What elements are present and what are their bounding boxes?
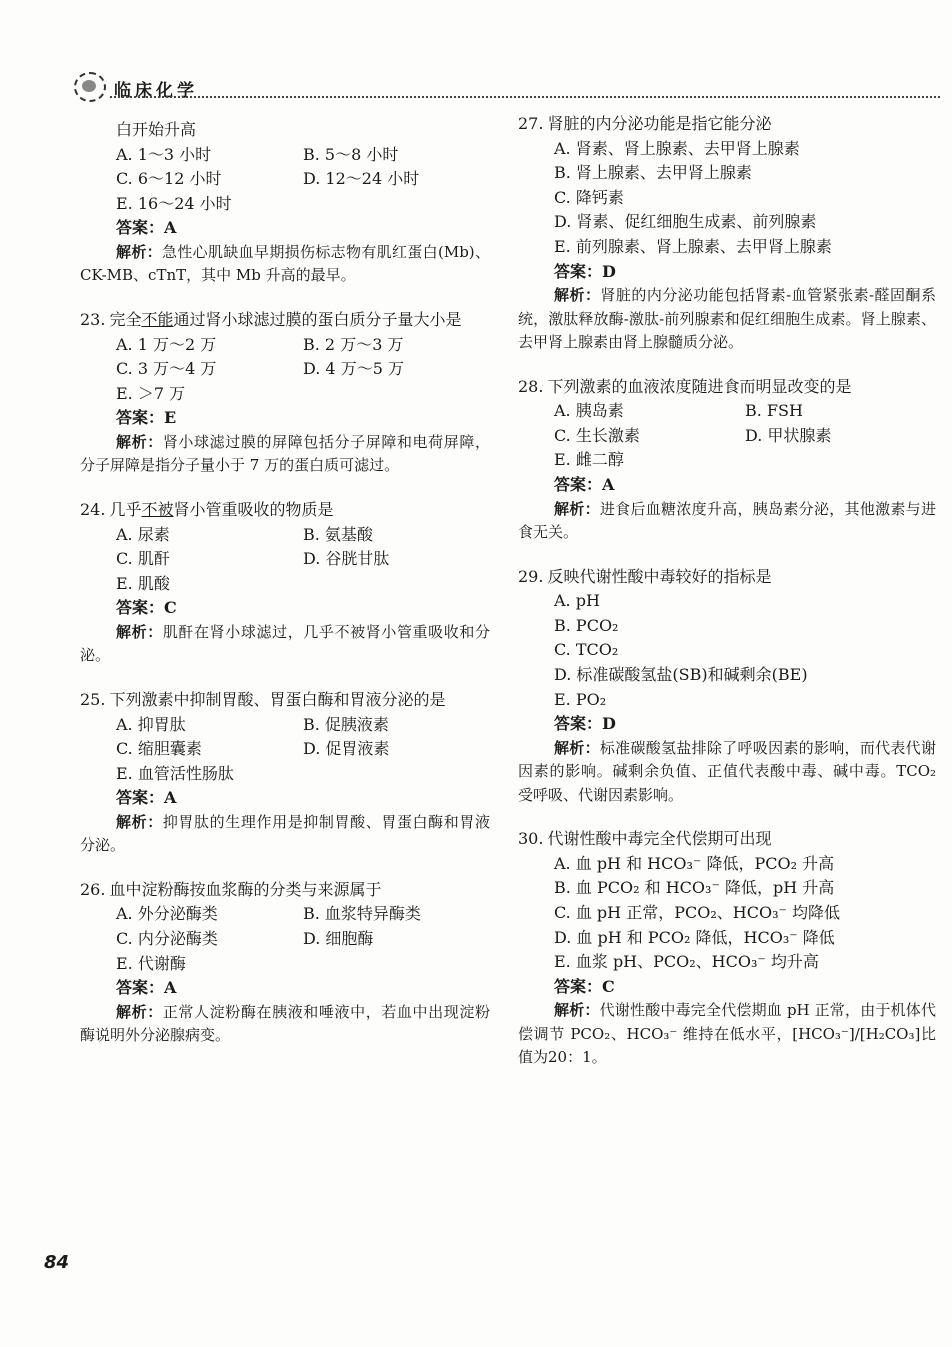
- q24-question: [80, 498, 490, 523]
- option: A. 胰岛素: [554, 401, 624, 421]
- q30-options: [518, 852, 936, 975]
- q23-answer: 答案：E: [116, 408, 177, 428]
- q24-number: 24.: [80, 499, 106, 519]
- option: C. 内分泌酶类: [116, 929, 218, 949]
- q22-explanation: 解析：急性心肌缺血早期损伤标志物有肌红蛋白(Mb)、CK-MB、cTnT，其中 Mb 升高的最早。: [80, 242, 490, 285]
- q29-number: 29.: [518, 566, 544, 586]
- q29-explanation: 解析：标准碳酸氢盐排除了呼吸因素的影响，而代表代谢因素的影响。碱剩余负值、正值代表酸中毒、碱中毒。TCO₂ 受呼吸、代谢因素影响。: [518, 738, 936, 804]
- q22-options: [80, 143, 490, 217]
- option: A. 血 pH 和 HCO₃⁻ 降低，PCO₂ 升高: [554, 853, 835, 873]
- header-divider: [110, 96, 940, 98]
- option: B. 肾上腺素、去甲肾上腺素: [554, 163, 752, 183]
- q25-options: [80, 713, 490, 787]
- option: B. 血 PCO₂ 和 HCO₃⁻ 降低，pH 升高: [554, 878, 835, 898]
- q22-answer: 答案：A: [116, 218, 177, 238]
- q24-options: [80, 523, 490, 597]
- book-logo-icon: [74, 72, 106, 102]
- option: A. 1～3 小时: [116, 144, 212, 164]
- option: C. 血 pH 正常，PCO₂、HCO₃⁻ 均降低: [554, 903, 841, 923]
- q27-options: [518, 137, 936, 260]
- q27-number: 27.: [518, 114, 544, 133]
- q27-text: 肾脏的内分泌功能是指它能分泌: [547, 114, 772, 133]
- q27-explanation: 解析：肾脏的内分泌功能包括肾素-血管紧张素-醛固酮系统，激肽释放酶-激肽-前列腺素和促红细胞生成素。肾上腺素、去甲肾上腺素由肾上腺髓质分泌。: [518, 286, 936, 352]
- q27-answer: 答案：D: [554, 261, 616, 281]
- option: B. 5～8 小时: [303, 144, 399, 164]
- q26-number: 26.: [80, 879, 106, 899]
- q28-text: 下列激素的血液浓度随进食而明显改变的是: [547, 376, 852, 396]
- option: D. 肾素、促红细胞生成素、前列腺素: [554, 212, 817, 232]
- q30-explanation: 解析：代谢性酸中毒完全代偿期血 pH 正常，由于机体代偿调节 PCO₂、HCO₃⁻ 维持在低水平，[HCO₃⁻]/[H₂CO₃]比值为20：1。: [518, 1001, 936, 1067]
- q23-options: [80, 333, 490, 407]
- q29-options: [518, 589, 936, 712]
- option: C. 肌酐: [116, 549, 170, 569]
- option: C. 3 万～4 万: [116, 359, 217, 379]
- q29-question: [518, 565, 936, 590]
- q24-text: 几乎不被肾小管重吸收的物质是: [109, 499, 334, 519]
- option: D. 血 pH 和 PCO₂ 降低，HCO₃⁻ 降低: [554, 927, 835, 947]
- page-number: 84: [44, 1252, 70, 1273]
- option: E. 血管活性肠肽: [116, 763, 234, 783]
- q27-question: [518, 112, 936, 137]
- option: C. TCO₂: [554, 640, 619, 660]
- q26-options: [80, 902, 490, 976]
- q30-answer: 答案：C: [554, 976, 615, 996]
- option: B. 促胰液素: [303, 714, 389, 734]
- q22-tail: 白开始升高: [116, 120, 197, 139]
- q25-explanation: 解析：抑胃肽的生理作用是抑制胃酸、胃蛋白酶和胃液分泌。: [80, 812, 490, 855]
- option: D. 4 万～5 万: [303, 359, 404, 379]
- option: D. 12～24 小时: [303, 169, 420, 189]
- q29-answer: 答案：D: [554, 714, 616, 734]
- option: E. 16～24 小时: [116, 193, 232, 213]
- option: E. 前列腺素、肾上腺素、去甲肾上腺素: [554, 236, 832, 256]
- option: A. 外分泌酶类: [116, 904, 218, 924]
- q24-answer: 答案：C: [116, 598, 177, 618]
- q26-question: [80, 878, 490, 903]
- option: E. ＞7 万: [116, 383, 186, 403]
- q28-question: [518, 375, 936, 400]
- option: B. FSH: [745, 401, 803, 421]
- q23-text: 完全不能通过肾小球滤过膜的蛋白质分子量大小是: [109, 309, 462, 329]
- option: B. 氨基酸: [303, 524, 373, 544]
- option: B. 血浆特异酶类: [303, 904, 421, 924]
- q28-options: [518, 399, 936, 473]
- q30-question: [518, 827, 936, 852]
- option: D. 促胃液素: [303, 739, 390, 759]
- option: A. 尿素: [116, 524, 170, 544]
- q26-explanation: 解析：正常人淀粉酶在胰液和唾液中，若血中出现淀粉酶说明外分泌腺病变。: [80, 1002, 490, 1045]
- q28-answer: 答案：A: [554, 475, 615, 495]
- option: A. 1 万～2 万: [116, 334, 217, 354]
- q26-text: 血中淀粉酶按血浆酶的分类与来源属于: [109, 879, 382, 899]
- option: B. PCO₂: [554, 615, 619, 635]
- option: E. 雌二醇: [554, 450, 624, 470]
- q25-question: [80, 688, 490, 713]
- q26-answer: 答案：A: [116, 978, 177, 998]
- left-column: [80, 118, 490, 1048]
- q23-number: 23.: [80, 309, 106, 329]
- option: E. PO₂: [554, 689, 607, 709]
- q30-number: 30.: [518, 829, 544, 849]
- option: D. 标准碳酸氢盐(SB)和碱剩余(BE): [554, 665, 808, 684]
- q30-text: 代谢性酸中毒完全代偿期可出现: [547, 829, 772, 849]
- header-title: 临床化学: [114, 81, 198, 101]
- option: C. 生长激素: [554, 425, 640, 445]
- q24-explanation: 解析：肌酐在肾小球滤过，几乎不被肾小管重吸收和分泌。: [80, 622, 490, 665]
- q28-explanation: 解析：进食后血糖浓度升高，胰岛素分泌，其他激素与进食无关。: [518, 499, 936, 542]
- option: E. 血浆 pH、PCO₂、HCO₃⁻ 均升高: [554, 952, 819, 972]
- q25-answer: 答案：A: [116, 788, 177, 808]
- option: D. 甲状腺素: [745, 425, 832, 445]
- option: C. 缩胆囊素: [116, 739, 202, 759]
- option: B. 2 万～3 万: [303, 334, 404, 354]
- option: D. 谷胱甘肽: [303, 549, 390, 569]
- q28-number: 28.: [518, 376, 544, 396]
- option: C. 降钙素: [554, 187, 624, 207]
- q29-text: 反映代谢性酸中毒较好的指标是: [547, 566, 772, 586]
- q25-text: 下列激素中抑制胃酸、胃蛋白酶和胃液分泌的是: [109, 689, 446, 709]
- option: A. pH: [554, 591, 600, 611]
- right-column: [518, 112, 936, 1070]
- option: E. 代谢酶: [116, 953, 186, 973]
- q23-question: [80, 308, 490, 333]
- option: E. 肌酸: [116, 573, 170, 593]
- option: A. 抑胃肽: [116, 714, 186, 734]
- q25-number: 25.: [80, 689, 106, 709]
- q23-explanation: 解析：肾小球滤过膜的屏障包括分子屏障和电荷屏障，分子屏障是指分子量小于 7 万的蛋白质可滤过。: [80, 432, 490, 475]
- option: A. 肾素、肾上腺素、去甲肾上腺素: [554, 138, 800, 158]
- option: D. 细胞酶: [303, 929, 374, 949]
- option: C. 6～12 小时: [116, 169, 222, 189]
- page-header: [70, 66, 940, 106]
